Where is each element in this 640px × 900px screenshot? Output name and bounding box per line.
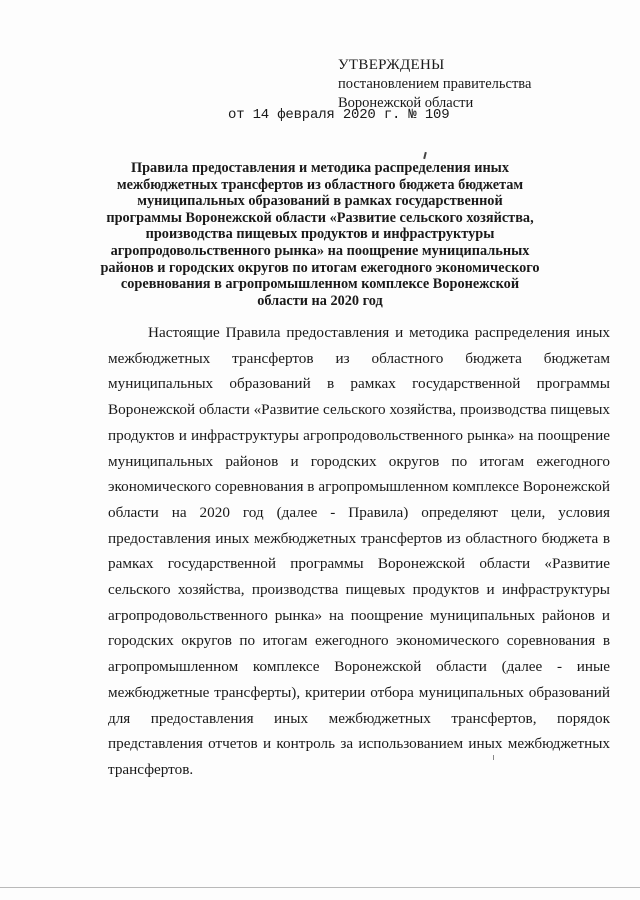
document-title: Правила предоставления и методика распределения иных межбюджетных трансфертов из областного бюджета бюджетам муниципальных образований в рамках государственной программы Воронежской области «Развитие сельского хозяйства, производства пищевых продуктов и инфраструктуры агропродовольственного рынка» на поощрение муниципальных районов и городских округов по итогам ежегодного экономического соревнования в агропромышленном комплексе Воронежской области на 2020 год <box>100 160 540 309</box>
page-bottom-edge <box>0 887 640 888</box>
approval-block <box>338 56 628 113</box>
decree-date-number: от 14 февраля 2020 г. № 109 <box>228 107 450 123</box>
scan-speck-lower <box>493 755 494 760</box>
approval-heading: УТВЕРЖДЕНЫ <box>338 57 445 73</box>
approval-line-region: Воронежской области <box>338 95 474 111</box>
scan-speck <box>423 152 427 159</box>
approval-line-decree: постановлением правительства <box>338 76 532 92</box>
body-paragraph: Настоящие Правила предоставления и методика распределения иных межбюджетных трансфертов из областного бюджета бюджетам муниципальных образований в рамках государственной программы Воронежской области «Развитие сельского хозяйства, производства пищевых продуктов и инфраструктуры агропродовольственного рынка» на поощрение муниципальных районов и городских округов по итогам ежегодного экономического соревнования в агропромышленном комплексе Воронежской области на 2020 год (далее - Правила) определяют цели, условия предоставления иных межбюджетных трансфертов из областного бюджета в рамках государственной программы Воронежской области «Развитие сельского хозяйства, производства пищевых продуктов и инфраструктуры агропродовольственного рынка» на поощрение муниципальных районов и городских округов по итогам ежегодного экономического соревнования в агропромышленном комплексе Воронежской области (далее - иные межбюджетные трансферты), критерии отбора муниципальных образований для предоставления иных межбюджетных трансфертов, порядок представления отчетов и контроль за использованием иных межбюджетных трансфертов. <box>108 324 610 778</box>
